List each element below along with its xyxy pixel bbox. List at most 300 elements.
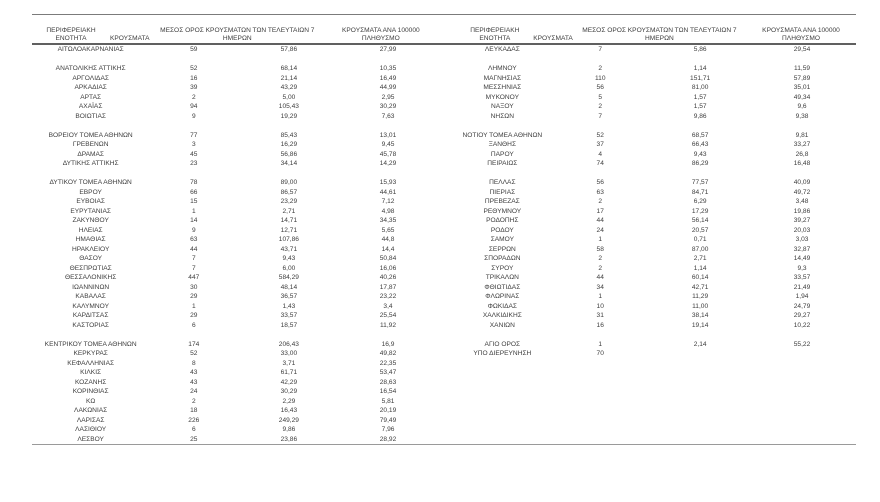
- avg7-cell: 86,57: [280, 188, 298, 196]
- table-body: [32, 45, 856, 444]
- bottom-rule: [32, 444, 856, 445]
- region-cell: ΤΡΙΚΑΛΩΝ: [485, 274, 519, 282]
- regional-table-right: [456, 45, 856, 444]
- per100k-cell: 16,49: [379, 74, 397, 82]
- per100k-cell: 29,54: [793, 46, 811, 54]
- region-cell: ΠΕΛΛΑΣ: [489, 179, 516, 187]
- per100k-cell: 3,03: [795, 236, 809, 244]
- avg7-cell: 19,29: [280, 112, 298, 120]
- table-row: [32, 406, 437, 416]
- table-row: [456, 349, 856, 359]
- region-cell: ΗΜΑΘΙΑΣ: [75, 236, 106, 244]
- avg7-cell: 56,14: [691, 217, 709, 225]
- region-cell: ΚΑΡΔΙΤΣΑΣ: [72, 312, 109, 320]
- per100k-cell: 50,84: [379, 255, 397, 263]
- avg7-cell: 43,29: [280, 84, 298, 92]
- per100k-cell: 40,26: [379, 274, 397, 282]
- table-row: [456, 340, 856, 350]
- per100k-cell: 2,95: [381, 93, 395, 101]
- avg7-cell: 14,71: [280, 217, 298, 225]
- per100k-cell: 22,35: [379, 359, 397, 367]
- per100k-cell: 44,61: [379, 188, 397, 196]
- region-cell: ΑΡΤΑΣ: [80, 93, 102, 101]
- region-cell: ΚΕΦΑΛΛΗΝΙΑΣ: [67, 359, 115, 367]
- avg7-cell: 9,86: [282, 426, 296, 434]
- cases-cell: 23: [190, 160, 198, 168]
- cases-cell: 52: [190, 350, 198, 358]
- cases-cell: 1: [191, 302, 196, 310]
- row-spacer: [456, 330, 856, 340]
- col-header-per100k: ΚΡΟΥΣΜΑΤΑ ΑΝΑ 100000 ΠΛΗΘΥΣΜΟ: [762, 27, 840, 42]
- table-row: [32, 302, 437, 312]
- region-cell: ΘΕΣΣΑΛΟΝΙΚΗΣ: [65, 274, 117, 282]
- cases-cell: 77: [190, 131, 198, 139]
- avg7-cell: 1,57: [693, 93, 707, 101]
- per100k-cell: 4,98: [381, 207, 395, 215]
- per100k-cell: 44,99: [379, 84, 397, 92]
- per100k-cell: 33,27: [793, 141, 811, 149]
- region-cell: ΛΑΚΩΝΙΑΣ: [74, 407, 108, 415]
- cases-cell: 9: [191, 226, 196, 234]
- per100k-cell: 49,72: [793, 188, 811, 196]
- region-cell: ΙΩΑΝΝΙΝΩΝ: [72, 283, 110, 291]
- per100k-cell: 9,81: [795, 131, 809, 139]
- cases-cell: 74: [596, 160, 604, 168]
- per100k-cell: 79,49: [379, 416, 397, 424]
- row-spacer: [32, 55, 437, 65]
- per100k-cell: 9,3: [797, 264, 807, 272]
- cases-cell: 14: [190, 217, 198, 225]
- avg7-cell: 9,43: [693, 150, 707, 158]
- table-row: [32, 102, 437, 112]
- avg7-cell: 48,14: [280, 283, 298, 291]
- avg7-cell: 2,29: [282, 397, 296, 405]
- per100k-cell: 11,92: [379, 321, 396, 329]
- avg7-cell: 81,00: [691, 84, 709, 92]
- table-row: [32, 321, 437, 331]
- table-row: [32, 435, 437, 445]
- cases-cell: 2: [191, 93, 196, 101]
- per100k-cell: 7,96: [381, 426, 395, 434]
- cases-cell: 226: [188, 416, 200, 424]
- region-cell: ΠΡΕΒΕΖΑΣ: [484, 198, 520, 206]
- per100k-cell: 57,89: [793, 74, 811, 82]
- cases-cell: 9: [191, 112, 196, 120]
- table-row: [456, 226, 856, 236]
- table-row: [32, 235, 437, 245]
- table-row: [456, 150, 856, 160]
- cases-cell: 15: [190, 198, 198, 206]
- table-row: [32, 378, 437, 388]
- table-row: [456, 197, 856, 207]
- cases-cell: 94: [190, 103, 198, 111]
- per100k-cell: 11,59: [794, 65, 811, 73]
- region-cell: ΚΟΖΑΝΗΣ: [74, 378, 107, 386]
- region-cell: ΛΑΡΙΣΑΣ: [76, 416, 105, 424]
- cases-cell: 110: [594, 74, 606, 82]
- region-cell: ΘΑΣΟΥ: [79, 255, 103, 263]
- table-row: [456, 45, 856, 55]
- region-cell: ΚΑΣΤΟΡΙΑΣ: [72, 321, 109, 329]
- avg7-cell: 68,57: [691, 131, 709, 139]
- table-row: [32, 273, 437, 283]
- right-table-header: [456, 15, 856, 43]
- cases-cell: 1: [598, 293, 603, 301]
- cases-cell: 43: [190, 378, 198, 386]
- avg7-cell: 23,29: [280, 198, 298, 206]
- region-cell: ΚΕΡΚΥΡΑΣ: [73, 350, 108, 358]
- region-cell: ΑΝΑΤΟΛΙΚΗΣ ΑΤΤΙΚΗΣ: [55, 65, 126, 73]
- region-cell: ΥΠΟ ΔΙΕΡΕΥΝΗΣΗ: [473, 350, 532, 358]
- avg7-cell: 2,14: [693, 340, 707, 348]
- avg7-cell: 20,57: [691, 226, 709, 234]
- avg7-cell: 17,29: [691, 207, 709, 215]
- avg7-cell: 34,14: [280, 160, 298, 168]
- per100k-cell: 27,99: [379, 46, 397, 54]
- region-cell: ΕΥΡΥΤΑΝΙΑΣ: [70, 207, 111, 215]
- per100k-cell: 32,87: [793, 245, 811, 253]
- cases-cell: 58: [596, 245, 604, 253]
- cases-cell: 2: [191, 397, 196, 405]
- cases-cell: 25: [190, 435, 198, 443]
- avg7-cell: 1,14: [693, 264, 707, 272]
- avg7-cell: 38,14: [691, 312, 709, 320]
- table-row: [32, 140, 437, 150]
- table-row: [456, 102, 856, 112]
- region-cell: ΔΥΤΙΚΟΥ ΤΟΜΕΑ ΑΘΗΝΩΝ: [49, 179, 132, 187]
- per100k-cell: 33,57: [793, 274, 811, 282]
- col-header-region: ΠΕΡΙΦΕΡΕΙΑΚΗ ΕΝΟΤΗΤΑ: [46, 27, 96, 42]
- avg7-cell: 18,57: [280, 321, 298, 329]
- col-header-avg7: ΜΕΣΟΣ ΟΡΟΣ ΚΡΟΥΣΜΑΤΩΝ ΤΩΝ ΤΕΛΕΥΤΑΙΩΝ 7 ΗΜΕΡΩΝ: [160, 27, 315, 42]
- region-cell: ΠΕΙΡΑΙΩΣ: [487, 160, 518, 168]
- cases-cell: 6: [191, 321, 196, 329]
- region-cell: ΔΥΤΙΚΗΣ ΑΤΤΙΚΗΣ: [62, 160, 119, 168]
- table-row: [32, 216, 437, 226]
- table-row: [32, 93, 437, 103]
- region-cell: ΝΗΣΩΝ: [490, 112, 514, 120]
- cases-cell: 44: [596, 217, 604, 225]
- region-cell: ΧΑΛΚΙΔΙΚΗΣ: [482, 312, 522, 320]
- cases-cell: 63: [190, 236, 198, 244]
- cases-cell: 18: [190, 407, 198, 415]
- table-row: [32, 340, 437, 350]
- cases-cell: 29: [190, 293, 198, 301]
- per100k-cell: 16,54: [379, 388, 397, 396]
- table-row: [32, 112, 437, 122]
- table-row: [456, 264, 856, 274]
- region-cell: ΞΑΝΘΗΣ: [488, 141, 517, 149]
- cases-cell: 5: [598, 93, 603, 101]
- row-spacer: [32, 121, 437, 131]
- cases-cell: 2: [598, 103, 603, 111]
- avg7-cell: 1,43: [282, 302, 296, 310]
- table-row: [456, 140, 856, 150]
- table-row: [32, 226, 437, 236]
- region-cell: ΛΕΥΚΑΔΑΣ: [484, 46, 520, 54]
- cases-cell: 2: [598, 264, 603, 272]
- per100k-cell: 20,03: [793, 226, 811, 234]
- region-cell: ΒΟΙΩΤΙΑΣ: [75, 112, 106, 120]
- region-cell: ΓΡΕΒΕΝΩΝ: [72, 141, 109, 149]
- avg7-cell: 23,86: [280, 435, 298, 443]
- per100k-cell: 15,93: [379, 179, 397, 187]
- per100k-cell: 1,94: [795, 293, 809, 301]
- table-row: [32, 74, 437, 84]
- per100k-cell: 20,19: [379, 407, 397, 415]
- avg7-cell: 16,43: [280, 407, 298, 415]
- avg7-cell: 57,86: [280, 46, 298, 54]
- per100k-cell: 55,22: [793, 340, 811, 348]
- avg7-cell: 0,71: [693, 236, 707, 244]
- row-spacer: [456, 169, 856, 179]
- avg7-cell: 77,57: [691, 179, 709, 187]
- table-row: [456, 178, 856, 188]
- table-row: [456, 235, 856, 245]
- cases-cell: 2: [598, 65, 603, 73]
- table-row: [456, 207, 856, 217]
- per100k-cell: 45,78: [379, 150, 397, 158]
- cases-cell: 44: [596, 274, 604, 282]
- table-row: [456, 64, 856, 74]
- per100k-cell: 9,38: [795, 112, 809, 120]
- region-cell: ΑΧΑΪΑΣ: [78, 103, 103, 111]
- cases-cell: 174: [188, 340, 200, 348]
- table-row: [456, 83, 856, 93]
- avg7-cell: 151,71: [690, 74, 711, 82]
- per100k-cell: 49,34: [793, 93, 811, 101]
- table-row: [456, 292, 856, 302]
- table-row: [456, 216, 856, 226]
- table-row: [32, 207, 437, 217]
- cases-cell: 44: [190, 245, 198, 253]
- cases-cell: 10: [596, 302, 604, 310]
- avg7-cell: 86,29: [691, 160, 709, 168]
- col-header-cases: ΚΡΟΥΣΜΑΤΑ: [109, 34, 150, 42]
- cases-cell: 1: [598, 236, 603, 244]
- table-row: [32, 264, 437, 274]
- avg7-cell: 89,00: [280, 179, 298, 187]
- per100k-cell: 14,49: [793, 255, 811, 263]
- region-cell: ΖΑΚΥΝΘΟΥ: [72, 217, 109, 225]
- table-row: [456, 245, 856, 255]
- cases-cell: 59: [190, 46, 198, 54]
- avg7-cell: 5,00: [282, 93, 296, 101]
- col-header-region: ΠΕΡΙΦΕΡΕΙΑΚΗ ΕΝΟΤΗΤΑ: [470, 27, 520, 42]
- col-header-cases: ΚΡΟΥΣΜΑΤΑ: [533, 34, 573, 42]
- col-header-per100k: ΚΡΟΥΣΜΑΤΑ ΑΝΑ 100000 ΠΛΗΘΥΣΜΟ: [342, 27, 420, 42]
- per100k-cell: 16,48: [793, 160, 811, 168]
- avg7-cell: 206,43: [278, 340, 299, 348]
- per100k-cell: 28,63: [379, 378, 397, 386]
- table-row: [32, 359, 437, 369]
- per100k-cell: 35,01: [793, 84, 811, 92]
- region-cell: ΕΒΡΟΥ: [79, 188, 102, 196]
- region-cell: ΡΕΘΥΜΝΟΥ: [483, 207, 522, 215]
- region-cell: ΠΙΕΡΙΑΣ: [489, 188, 516, 196]
- region-cell: ΚΟΡΙΝΘΙΑΣ: [72, 388, 109, 396]
- cases-cell: 63: [596, 188, 604, 196]
- cases-cell: 7: [191, 255, 196, 263]
- region-cell: ΑΡΚΑΔΙΑΣ: [74, 84, 107, 92]
- table-row: [456, 131, 856, 141]
- cases-cell: 39: [190, 84, 198, 92]
- table-row: [456, 273, 856, 283]
- cases-cell: 37: [596, 141, 604, 149]
- avg7-cell: 1,14: [693, 65, 707, 73]
- region-cell: ΦΛΩΡΙΝΑΣ: [485, 293, 520, 301]
- avg7-cell: 19,14: [691, 321, 709, 329]
- table-row: [32, 45, 437, 55]
- cases-cell: 7: [598, 46, 603, 54]
- avg7-cell: 43,71: [280, 245, 298, 253]
- cases-cell: 34: [596, 283, 604, 291]
- cases-cell: 66: [190, 188, 198, 196]
- region-cell: ΑΓΙΟ ΟΡΟΣ: [484, 340, 521, 348]
- region-cell: ΧΑΝΙΩΝ: [489, 321, 515, 329]
- region-cell: ΚΩ: [85, 397, 96, 405]
- per100k-cell: 9,6: [797, 103, 807, 111]
- table-row: [32, 283, 437, 293]
- avg7-cell: 9,43: [282, 255, 296, 263]
- region-cell: ΕΥΒΟΙΑΣ: [76, 198, 105, 206]
- table-row: [456, 283, 856, 293]
- avg7-cell: 6,29: [693, 198, 707, 206]
- avg7-cell: 85,43: [280, 131, 298, 139]
- cases-cell: 29: [190, 312, 198, 320]
- cases-cell: 31: [596, 312, 604, 320]
- region-cell: ΜΥΚΟΝΟΥ: [485, 93, 519, 101]
- cases-cell: 30: [190, 283, 198, 291]
- table-row: [32, 397, 437, 407]
- region-cell: ΡΟΔΟΠΗΣ: [486, 217, 519, 225]
- regional-table-left: [32, 45, 437, 444]
- per100k-cell: 29,27: [793, 312, 811, 320]
- per100k-cell: 5,65: [381, 226, 395, 234]
- cases-cell: 4: [598, 150, 603, 158]
- table-row: [32, 83, 437, 93]
- avg7-cell: 9,86: [693, 112, 707, 120]
- cases-cell: 16: [596, 321, 604, 329]
- region-cell: ΦΘΙΩΤΙΔΑΣ: [484, 283, 521, 291]
- avg7-cell: 21,14: [280, 74, 298, 82]
- region-cell: ΜΕΣΣΗΝΙΑΣ: [483, 84, 522, 92]
- region-cell: ΗΡΑΚΛΕΙΟΥ: [71, 245, 110, 253]
- region-cell: ΚΙΛΚΙΣ: [80, 369, 102, 377]
- table-row: [456, 188, 856, 198]
- per100k-cell: 7,12: [381, 198, 395, 206]
- per100k-cell: 13,01: [379, 131, 397, 139]
- region-cell: ΡΟΔΟΥ: [490, 226, 514, 234]
- per100k-cell: 28,92: [379, 435, 397, 443]
- table-row: [32, 150, 437, 160]
- table-row: [32, 178, 437, 188]
- cases-cell: 1: [598, 340, 603, 348]
- table-row: [32, 159, 437, 169]
- per100k-cell: 26,8: [795, 150, 809, 158]
- cases-cell: 447: [188, 274, 200, 282]
- region-cell: ΛΕΣΒΟΥ: [77, 435, 104, 443]
- table-row: [456, 321, 856, 331]
- per100k-cell: 14,29: [379, 160, 397, 168]
- per100k-cell: 7,63: [381, 112, 395, 120]
- per100k-cell: 9,45: [381, 141, 395, 149]
- region-cell: ΦΩΚΙΔΑΣ: [487, 302, 517, 310]
- cases-cell: 24: [190, 388, 198, 396]
- avg7-cell: 36,57: [280, 293, 298, 301]
- region-cell: ΘΕΣΠΡΩΤΙΑΣ: [69, 264, 112, 272]
- per100k-cell: 44,8: [381, 236, 395, 244]
- per100k-cell: 3,4: [383, 302, 393, 310]
- table-row: [456, 74, 856, 84]
- avg7-cell: 68,14: [280, 65, 298, 73]
- region-cell: ΛΑΣΙΘΙΟΥ: [75, 426, 107, 434]
- cases-cell: 52: [190, 65, 198, 73]
- row-spacer: [456, 121, 856, 131]
- table-row: [456, 311, 856, 321]
- avg7-cell: 1,57: [693, 103, 707, 111]
- table-sheet: [32, 14, 856, 445]
- region-cell: ΣΠΟΡΑΔΩΝ: [484, 255, 521, 263]
- table-row: [32, 64, 437, 74]
- avg7-cell: 249,29: [278, 416, 299, 424]
- left-table-header: [32, 15, 437, 43]
- cases-cell: 52: [596, 131, 604, 139]
- avg7-cell: 11,29: [692, 293, 709, 301]
- avg7-cell: 2,71: [282, 207, 296, 215]
- region-cell: ΚΑΛΥΜΝΟΥ: [72, 302, 109, 310]
- region-cell: ΝΟΤΙΟΥ ΤΟΜΕΑ ΑΘΗΝΩΝ: [462, 131, 543, 139]
- table-row: [456, 93, 856, 103]
- region-cell: ΗΛΕΙΑΣ: [78, 226, 103, 234]
- table-row: [32, 245, 437, 255]
- table-row: [456, 254, 856, 264]
- cases-cell: 8: [191, 359, 196, 367]
- table-row: [32, 131, 437, 141]
- per100k-cell: 24,79: [793, 302, 811, 310]
- row-spacer: [456, 55, 856, 65]
- avg7-cell: 6,00: [282, 264, 296, 272]
- cases-cell: 2: [598, 255, 603, 263]
- per100k-cell: 34,35: [379, 217, 397, 225]
- row-spacer: [32, 169, 437, 179]
- avg7-cell: 87,00: [691, 245, 709, 253]
- avg7-cell: 66,43: [691, 141, 709, 149]
- per100k-cell: 3,48: [795, 198, 809, 206]
- avg7-cell: 16,29: [280, 141, 298, 149]
- per100k-cell: 10,22: [793, 321, 811, 329]
- table-row: [456, 302, 856, 312]
- avg7-cell: 12,71: [280, 226, 298, 234]
- avg7-cell: 584,29: [278, 274, 299, 282]
- avg7-cell: 42,29: [280, 378, 298, 386]
- cases-cell: 17: [596, 207, 604, 215]
- col-header-avg7: ΜΕΣΟΣ ΟΡΟΣ ΚΡΟΥΣΜΑΤΩΝ ΤΩΝ ΤΕΛΕΥΤΑΙΩΝ 7 ΗΜΕΡΩΝ: [582, 27, 737, 42]
- cases-cell: 6: [191, 426, 196, 434]
- per100k-cell: 19,86: [793, 207, 811, 215]
- region-cell: ΑΙΤΩΛΟΑΚΑΡΝΑΝΙΑΣ: [57, 46, 124, 54]
- avg7-cell: 5,86: [693, 46, 707, 54]
- avg7-cell: 61,71: [280, 369, 298, 377]
- region-cell: ΝΑΞΟΥ: [490, 103, 514, 111]
- per100k-cell: 39,27: [793, 217, 811, 225]
- cases-cell: 3: [191, 141, 196, 149]
- table-row: [32, 311, 437, 321]
- avg7-cell: 60,14: [691, 274, 709, 282]
- avg7-cell: 33,00: [280, 350, 298, 358]
- region-cell: ΜΑΓΝΗΣΙΑΣ: [483, 74, 522, 82]
- table-row: [456, 112, 856, 122]
